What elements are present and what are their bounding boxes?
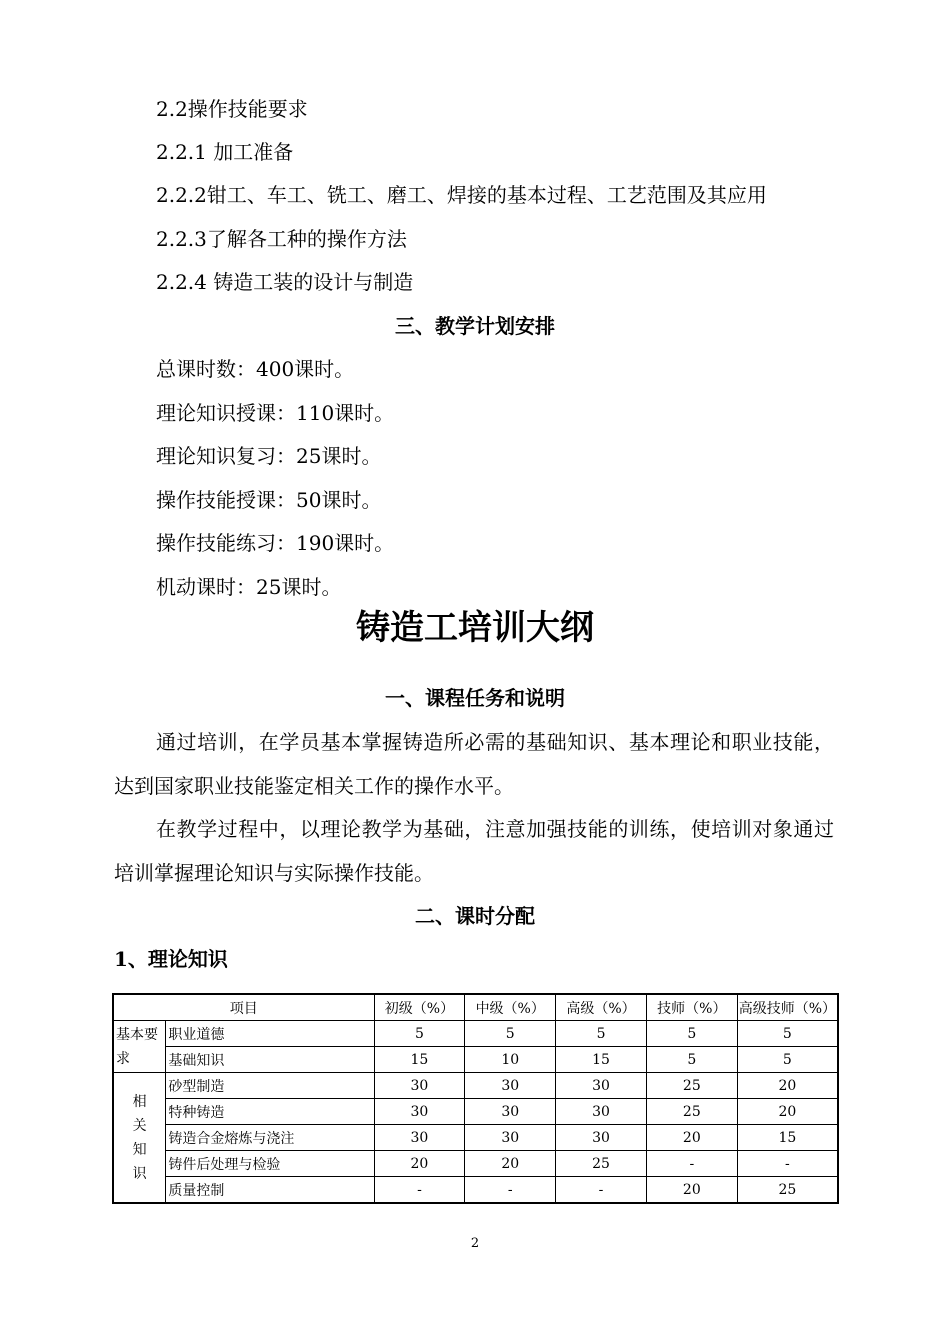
document-title: 铸造工培训大纲 (356, 608, 594, 648)
section-1-title: 一、课程任务和说明 (385, 686, 565, 710)
section-2-title: 二、课时分配 (415, 904, 535, 928)
row-label: 质量控制 (166, 1177, 374, 1204)
theory-hours-table (112, 993, 839, 1204)
cell: 30 (556, 1125, 647, 1151)
cell: 5 (556, 1021, 647, 1047)
category-char: 识 (132, 1165, 147, 1182)
header-intermediate: 中级（%） (465, 994, 556, 1021)
table-row (113, 1021, 838, 1047)
cell: 20 (374, 1151, 465, 1177)
cell: - (556, 1177, 647, 1204)
paragraph-2: 在教学过程中，以理论教学为基础，注意加强技能的训练，使培训对象通过培训掌握理论知识与实际操作技能。 (114, 817, 834, 885)
cell: - (646, 1151, 737, 1177)
cell: 25 (646, 1073, 737, 1099)
table-row (113, 1073, 838, 1099)
hours-theory-review: 理论知识复习：25课时。 (156, 444, 382, 468)
cell: 30 (556, 1099, 647, 1125)
category-basic-requirements: 基本要求 (113, 1021, 166, 1073)
hours-flexible: 机动课时：25课时。 (156, 575, 342, 599)
heading-2-2-3: 2.2.3了解各工种的操作方法 (156, 227, 407, 251)
category-char: 知 (132, 1141, 147, 1158)
heading-2-2-1: 2.2.1 加工准备 (156, 140, 294, 164)
cell: 30 (556, 1073, 647, 1099)
cell: 30 (374, 1073, 465, 1099)
header-beginner: 初级（%） (374, 994, 465, 1021)
header-item: 项目 (113, 994, 374, 1021)
cell: 30 (374, 1125, 465, 1151)
cell: 20 (737, 1073, 838, 1099)
table-row (113, 1177, 838, 1204)
category-char: 关 (132, 1117, 147, 1134)
cell: 15 (737, 1125, 838, 1151)
header-technician: 技师（%） (646, 994, 737, 1021)
hours-theory-lecture: 理论知识授课：110课时。 (156, 401, 395, 425)
cell: 30 (465, 1099, 556, 1125)
cell: 15 (556, 1047, 647, 1073)
cell: 30 (374, 1099, 465, 1125)
cell: 10 (465, 1047, 556, 1073)
cell: - (465, 1177, 556, 1204)
table-row (113, 1125, 838, 1151)
cell: 20 (465, 1151, 556, 1177)
cell: 20 (646, 1177, 737, 1204)
cell: 5 (465, 1021, 556, 1047)
cell: 25 (556, 1151, 647, 1177)
paragraph-1: 通过培训，在学员基本掌握铸造所必需的基础知识、基本理论和职业技能，达到国家职业技能鉴定相关工作的操作水平。 (114, 730, 834, 798)
cell: 25 (737, 1177, 838, 1204)
hours-skill-practice: 操作技能练习：190课时。 (156, 531, 395, 555)
row-label: 砂型制造 (166, 1073, 374, 1099)
header-senior-technician: 高级技师（%） (737, 994, 838, 1021)
page-number: 2 (470, 1236, 480, 1251)
hours-skill-lecture: 操作技能授课：50课时。 (156, 488, 382, 512)
hours-total: 总课时数：400课时。 (156, 357, 355, 381)
cell: 30 (465, 1073, 556, 1099)
row-label: 铸件后处理与检验 (166, 1151, 374, 1177)
header-advanced: 高级（%） (556, 994, 647, 1021)
cell: 5 (737, 1021, 838, 1047)
cell: 20 (737, 1099, 838, 1125)
table-row (113, 1151, 838, 1177)
cell: 5 (646, 1021, 737, 1047)
cell: - (374, 1177, 465, 1204)
row-label: 职业道德 (166, 1021, 374, 1047)
cell: 15 (374, 1047, 465, 1073)
cell: 5 (374, 1021, 465, 1047)
heading-2-2: 2.2操作技能要求 (156, 97, 308, 121)
cell: 20 (646, 1125, 737, 1151)
row-label: 特种铸造 (166, 1099, 374, 1125)
cell: 5 (737, 1047, 838, 1073)
heading-2-2-2: 2.2.2钳工、车工、铣工、磨工、焊接的基本过程、工艺范围及其应用 (156, 183, 767, 207)
heading-2-2-4: 2.2.4 铸造工装的设计与制造 (156, 270, 414, 294)
cell: 25 (646, 1099, 737, 1125)
row-label: 铸造合金熔炼与浇注 (166, 1125, 374, 1151)
cell: 5 (646, 1047, 737, 1073)
table-row (113, 1047, 838, 1073)
table-header-row (113, 994, 838, 1021)
table-row (113, 1099, 838, 1125)
category-related-knowledge (113, 1073, 166, 1204)
cell: 30 (465, 1125, 556, 1151)
section-3-title: 三、教学计划安排 (395, 314, 555, 338)
subsection-1-title: 1、理论知识 (114, 947, 228, 971)
category-char: 相 (132, 1093, 147, 1110)
cell: - (737, 1151, 838, 1177)
row-label: 基础知识 (166, 1047, 374, 1073)
